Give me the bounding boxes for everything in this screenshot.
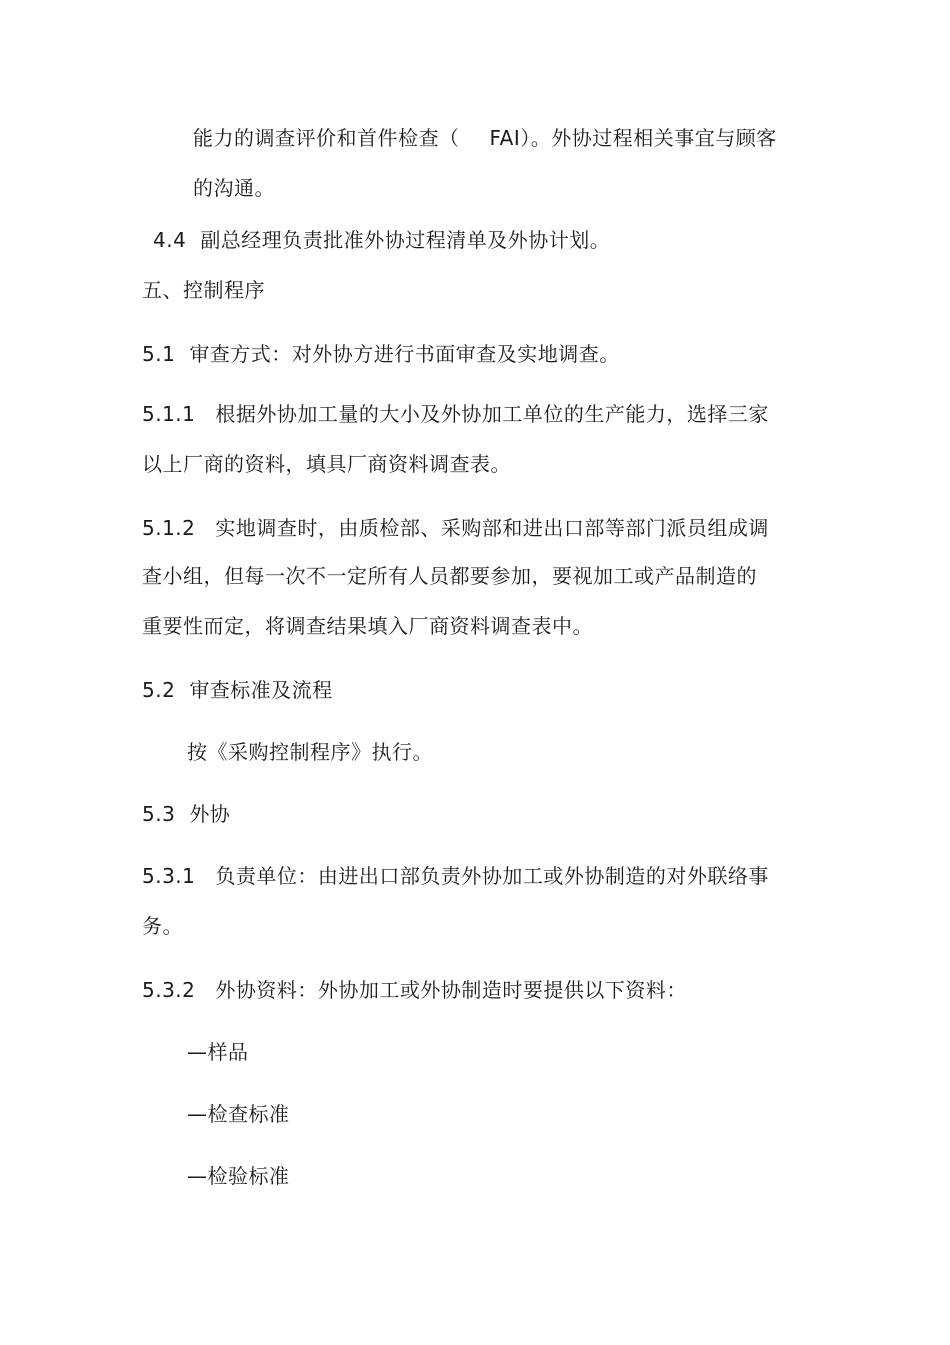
list-item: —检验标准 (187, 1164, 290, 1188)
section-number: 4.4 (153, 228, 187, 252)
section-5-3 (142, 800, 230, 828)
text-fragment: 能力的调查评价和首件检查（ (193, 126, 460, 150)
section-number: 5.3 (142, 802, 176, 826)
section-number: 5.2 (142, 678, 176, 702)
section-number: 5.3.1 (142, 864, 196, 888)
list-item: —检查标准 (187, 1102, 290, 1126)
section-text: 负责单位：由进出口部负责外协加工或外协制造的对外联络事 (215, 864, 769, 888)
section-number: 5.1 (142, 342, 176, 366)
paragraph-line: 的沟通。 (193, 176, 275, 200)
section-text: 审查方式：对外协方进行书面审查及实地调查。 (189, 342, 620, 366)
section-5-3-1 (142, 862, 769, 890)
section-text: 审查标准及流程 (189, 678, 333, 702)
section-5-3-2 (142, 976, 687, 1004)
paragraph-line: 按《采购控制程序》执行。 (187, 740, 433, 764)
section-heading-5: 五、控制程序 (142, 278, 265, 302)
section-text: 副总经理负责批准外协过程清单及外协计划。 (200, 228, 611, 252)
text-fragment: FAI）。外协过程相关事宜与顾客 (489, 126, 777, 150)
paragraph-line: 查小组，但每一次不一定所有人员都要参加，要视加工或产品制造的 (142, 564, 757, 588)
paragraph-line: 重要性而定，将调查结果填入厂商资料调查表中。 (142, 614, 593, 638)
section-5-1 (142, 340, 620, 368)
list-item: —样品 (187, 1040, 249, 1064)
section-number: 5.1.2 (142, 516, 196, 540)
section-5-2 (142, 676, 333, 704)
section-number: 5.3.2 (142, 978, 196, 1002)
section-text: 根据外协加工量的大小及外协加工单位的生产能力，选择三家 (215, 402, 769, 426)
section-4-4 (153, 226, 610, 254)
paragraph-line: 务。 (142, 914, 183, 938)
section-text: 外协 (189, 802, 231, 826)
paragraph-line (193, 124, 777, 152)
section-text: 外协资料：外协加工或外协制造时要提供以下资料： (215, 978, 687, 1002)
section-text: 实地调查时，由质检部、采购部和进出口部等部门派员组成调 (215, 516, 769, 540)
section-5-1-1 (142, 400, 769, 428)
section-number: 5.1.1 (142, 402, 196, 426)
paragraph-line: 以上厂商的资料，填具厂商资料调查表。 (142, 452, 511, 476)
section-5-1-2 (142, 514, 769, 542)
